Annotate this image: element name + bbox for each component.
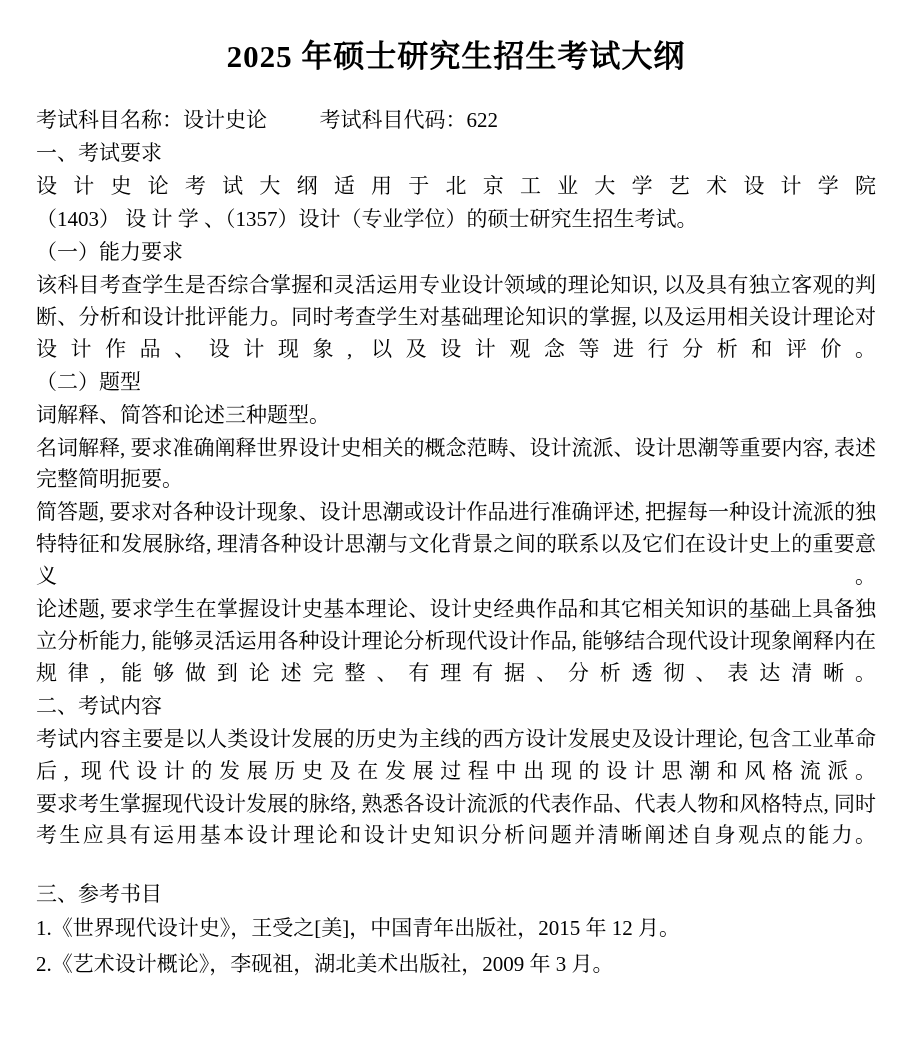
- exam-scope-line-1: 设 计 史 论 考 试 大 纲 适 用 于 北 京 工 业 大 学 艺 术 设 计 学 院: [36, 174, 876, 199]
- reference-list: [36, 912, 876, 981]
- list-item: 2.《艺术设计概论》，李砚祖，湖北美术出版社，2009 年 3 月。: [36, 951, 614, 976]
- question-types-overview: 词解释、简答和论述三种题型。: [36, 402, 330, 427]
- section-heading-references: 三、参考书目: [36, 882, 162, 907]
- short-answer-paragraph: 简答题, 要求对各种设计现象、设计思潮或设计作品进行准确评述, 把握每一种设计流派的独特特征和发展脉络, 理清各种设计思潮与文化背景之间的联系以及它们在设计史上的重要意义。: [36, 500, 876, 589]
- term-explanation-paragraph: 名词解释, 要求准确阐释世界设计史相关的概念范畴、设计流派、设计思潮等重要内容, 表述完整简明扼要。: [36, 435, 876, 492]
- list-item: 1.《世界现代设计史》，王受之[美]，中国青年出版社，2015 年 12 月。: [36, 916, 680, 941]
- subsection-heading-question-types: （二）题型: [36, 369, 141, 394]
- ability-paragraph: 该科目考查学生是否综合掌握和灵活运用专业设计领域的理论知识, 以及具有独立客观的判断、分析和设计批评能力。同时考查学生对基础理论知识的掌握, 以及运用相关设计理论对设计作品、设计现象, 以及设计观念等进行分析和评价。: [36, 273, 876, 361]
- section-heading-exam-content: 二、考试内容: [36, 693, 162, 718]
- exam-scope-line-2: （1403） 设 计 学 、（1357）设计（专业学位）的硕士研究生招生考试。: [36, 207, 698, 232]
- subsection-heading-ability: （一）能力要求: [36, 240, 183, 265]
- exam-content-paragraph-1: 考试内容主要是以人类设计发展的历史为主线的西方设计发展史及设计理论, 包含工业革命后, 现代设计的发展历史及在发展过程中出现的设计思潮和风格流派。: [36, 726, 876, 783]
- section-heading-exam-requirements: 一、考试要求: [36, 141, 162, 166]
- subject-code-line: 考试科目名称：设计史论 考试科目代码：622: [36, 107, 498, 132]
- section-spacer: [36, 853, 876, 879]
- exam-content-paragraph-2: 要求考生掌握现代设计发展的脉络, 熟悉各设计流派的代表作品、代表人物和风格特点, 同时考生应具有运用基本设计理论和设计史知识分析问题并清晰阐述自身观点的能力。: [36, 791, 876, 848]
- page-title: 2025 年硕士研究生招生考试大纲: [226, 39, 686, 74]
- essay-paragraph: 论述题, 要求学生在掌握设计史基本理论、设计史经典作品和其它相关知识的基础上具备独立分析能力, 能够灵活运用各种设计理论分析现代设计作品, 能够结合现代设计现象阐释内在规律, 能够做到论述完整、有理有据、分析透彻、表达清晰。: [36, 597, 876, 685]
